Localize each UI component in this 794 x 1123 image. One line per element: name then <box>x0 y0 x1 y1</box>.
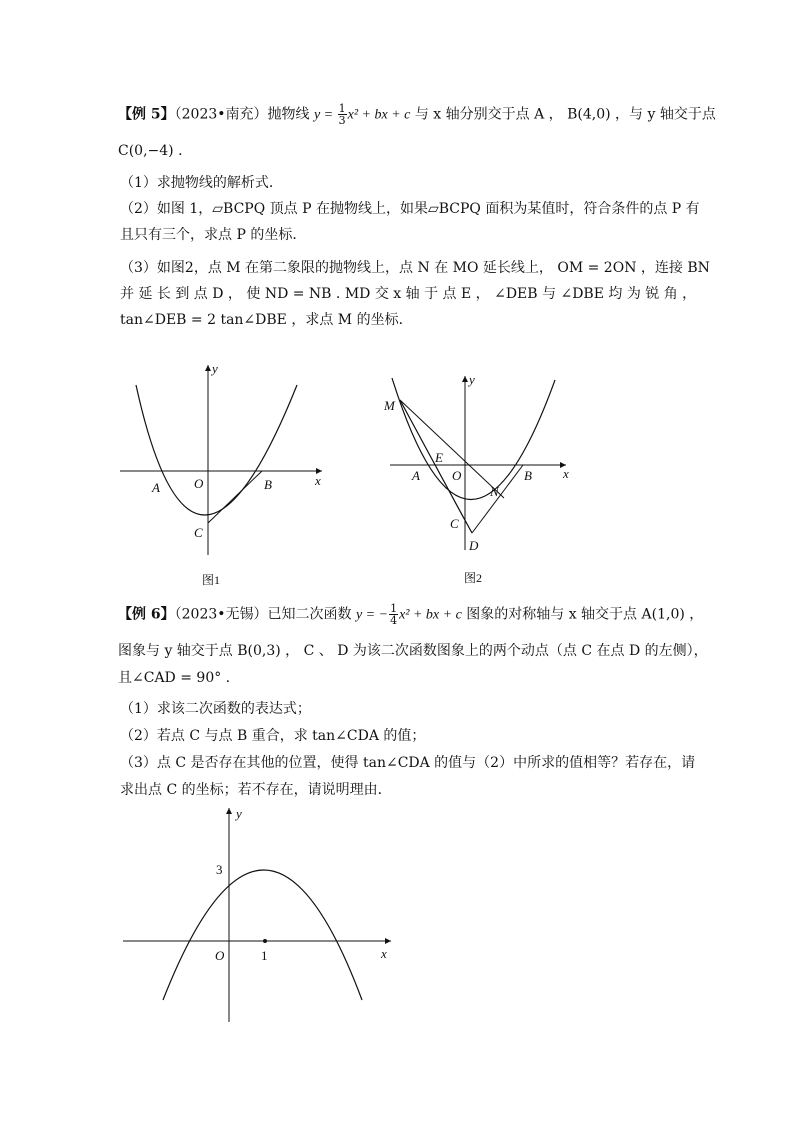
fig2-label-m: M <box>384 398 395 413</box>
fig3-label-y: y <box>236 806 242 821</box>
fig3-label-x: x <box>381 946 387 961</box>
ex6-eq-lhs: y = − <box>355 607 389 623</box>
ex5-eq-lhs: y = <box>313 107 337 123</box>
fig3-parabola <box>163 870 362 1000</box>
ex6-line-1 <box>118 603 703 626</box>
fig1-label-a: A <box>152 480 160 495</box>
ex5-frac-num: 1 <box>338 102 346 115</box>
fig2-segment-cd <box>462 515 472 533</box>
ex5-question-3b: 并 延 长 到 点 D ， 使 ND = NB . MD 交 x 轴 于 点 E ， ∠DEB 与 ∠DBE 均 为 锐 角 ， <box>120 286 697 302</box>
ex6-question-1: （1）求该二次函数的表达式； <box>120 701 311 717</box>
fig2-segment-mc <box>400 400 462 515</box>
fig3-label-3: 3 <box>216 862 223 877</box>
figure-3 <box>115 800 405 1030</box>
fig2-label-d: D <box>469 538 479 553</box>
ex6-text: 已知二次函数 <box>267 606 356 623</box>
ex6-text-b: 图象的对称轴与 x 轴交于点 A(1,0) ， <box>461 606 704 623</box>
fig3-label-o: O <box>215 948 225 963</box>
ex6-eq-rhs: x² + bx + c <box>399 607 462 623</box>
fig2-label-b: B <box>524 468 532 483</box>
fig1-label-c: C <box>194 525 203 540</box>
ex5-question-1: （1）求抛物线的解析式． <box>120 175 283 191</box>
fig1-label-o: O <box>194 476 204 491</box>
fig2-label-x: x <box>563 466 569 481</box>
ex5-question-3a: （3）如图2，点 M 在第二象限的抛物线上，点 N 在 MO 延长线上， OM = 2ON ，连接 BN <box>120 260 710 276</box>
fig2-label-n: N <box>490 484 499 499</box>
ex5-line-2: C(0,−4) . <box>118 143 183 159</box>
ex5-eq-rhs: x² + bx + c <box>347 107 411 123</box>
fig2-label-y: y <box>469 372 475 387</box>
fig3-point-a <box>263 939 267 943</box>
fig2-label-a: A <box>412 468 420 483</box>
ex6-frac-num: 1 <box>390 602 398 615</box>
fig1-caption: 图1 <box>202 573 221 587</box>
figure-1 <box>110 355 340 560</box>
ex5-tag: 【例 5】 <box>118 106 175 123</box>
ex6-frac-den: 4 <box>390 614 398 627</box>
ex5-source: （2023•南充） <box>174 106 268 123</box>
ex6-question-3a: （3）点 C 是否存在其他的位置，使得 tan∠CDA 的值与（2）中所求的值相等？若存在，请 <box>120 755 696 771</box>
fig1-segment-cb <box>208 471 262 523</box>
ex6-source: （2023•无锡） <box>174 606 268 623</box>
ex6-fraction <box>389 603 398 626</box>
fig1-label-b: B <box>264 477 272 492</box>
fig2-caption: 图2 <box>464 571 483 585</box>
ex6-line-3: 且∠CAD = 90° . <box>118 670 231 686</box>
ex5-text-b: 与 x 轴分别交于点 A ， B(4,0) ，与 y 轴交于点 <box>410 106 716 123</box>
ex5-fraction <box>338 103 347 126</box>
fig2-segment-mn <box>400 400 504 498</box>
fig1-label-y: y <box>212 361 218 376</box>
fig1-parabola <box>136 385 297 515</box>
figure-2 <box>380 370 580 555</box>
ex6-question-2: （2）若点 C 与点 B 重合，求 tan∠CDA 的值； <box>120 728 426 744</box>
ex5-text: 抛物线 <box>267 106 314 123</box>
ex6-tag: 【例 6】 <box>118 606 175 623</box>
ex6-line-2: 图象与 y 轴交于点 B(0,3) ， C 、 D 为该二次函数图象上的两个动点（点 C 在点 D 的左侧）， <box>118 643 708 659</box>
ex5-question-2b: 且只有三个，求点 P 的坐标． <box>120 227 307 243</box>
fig2-label-o: O <box>452 468 462 483</box>
fig1-label-x: x <box>315 473 321 488</box>
fig2-label-c: C <box>450 516 459 531</box>
ex5-question-3c: tan∠DEB = 2 tan∠DBE ，求点 M 的坐标． <box>120 312 413 328</box>
ex5-frac-den: 3 <box>338 114 346 127</box>
ex5-question-2a: （2）如图 1，▱BCPQ 顶点 P 在抛物线上，如果▱BCPQ 面积为某值时，符合条件的点 P 有 <box>120 201 700 217</box>
ex5-line-1 <box>118 103 716 126</box>
fig2-label-e: E <box>435 450 443 465</box>
fig3-label-1: 1 <box>261 948 268 963</box>
ex6-question-3b: 求出点 C 的坐标；若不存在，请说明理由． <box>120 782 392 798</box>
